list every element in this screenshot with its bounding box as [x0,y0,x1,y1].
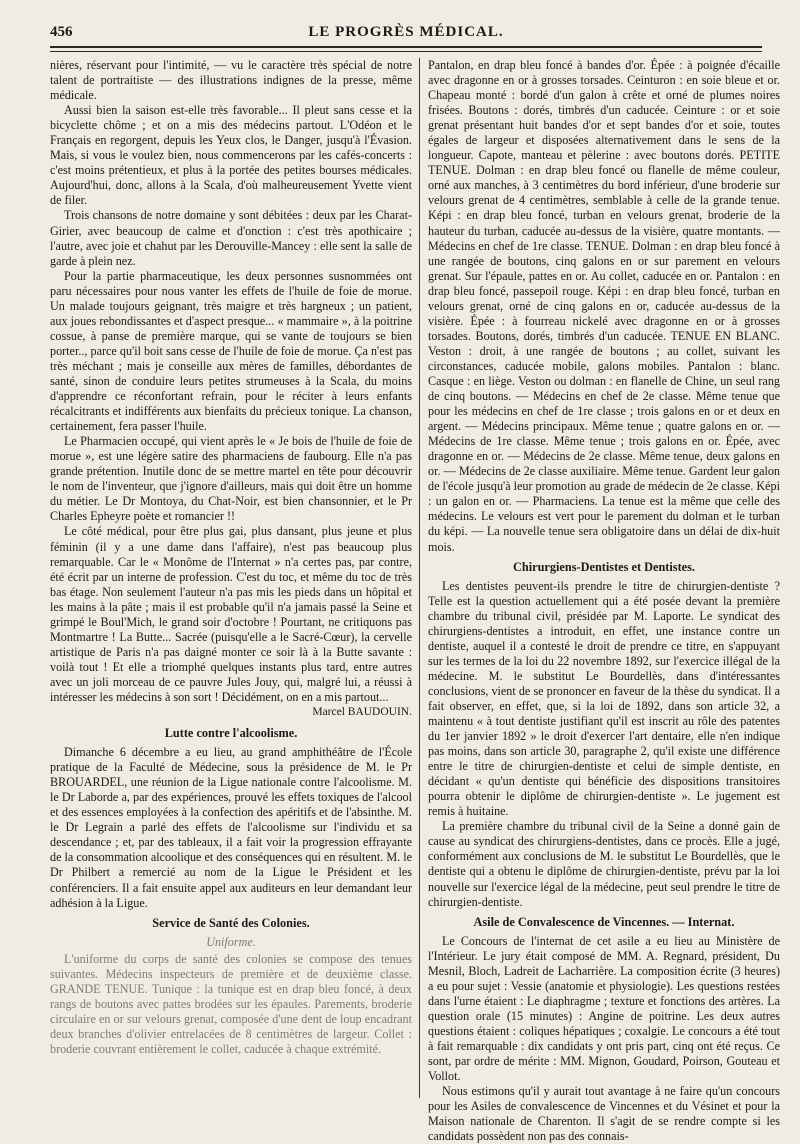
paragraph: Dimanche 6 décembre a eu lieu, au grand amphithéâtre de l'École pratique de la Faculté de Médecine, sous la présidence de M. le Pr BROUARDEL, une réunion de la Ligue nationale contre l'alcoolisme. M. le Dr Laborde a, par des expériences, prouvé les effets toxiques de l'alcool et des essences employées à la confection des apéritifs et de l'absinthe. M. le Dr Legrain a parlé des effets de l'alcoolisme sur l'individu et sa descendance ; et, par des tableaux, il a fait voir la progression effrayante de la consommation alcoolique et des conséquences qui en résultent. M. le Dr Philbert a remercié au nom de la Ligue le Président et les conférenciers. Il a fait ensuite appel aux auditeurs en leur demandant leur adhésion à la Ligue. [50,745,412,910]
section-heading-vincennes: Asile de Convalescence de Vincennes. — Internat. [473,914,735,929]
section-heading-dentistes: Chirurgiens-Dentistes et Dentistes. [512,559,696,574]
author-signature: Marcel BAUDOUIN. [312,706,412,719]
paragraph: Pour la partie pharmaceutique, les deux personnes susnommées ont paru nécessaires pour nous vanter les effets de l'huile de foie de morue. Un malade toujours geignant, très maigre et très hargneux ; un patient, aux joues rebondissantes et d'aspect presque... « mammaire », à la poitrine cossue, à panse de première marque, qui se vante de toujours se bien porter.., parce qu'il boit sans cesse de l'huile de foie de morue. Ça n'est pas très méchant ; mais je conseille aux mères de familles, débordantes de santé, sinon de conduire leurs petites strumeuses à la Scala, du moins d'apprendre ce réconfortant refrain, pour le réciter à leurs enfants récalcitrants et indifférents aux bienfaits du précieux tonique. La chanson, certainement, fera passer l'huile. [50,268,412,434]
paragraph: Pantalon, en drap bleu foncé à bandes d'or. Épée : à poignée d'écaille avec dragonne en or à grosses torsades. Ceinturon : en soie bleue et or. Chapeau monté : bordé d'un galon à crête et orné de plumes noires frisées. Boutons : dorés, timbrés d'un caducée. Ceinture : or et soie grenat présentant huit bandes d'or et sept bandes d'or et soie, toutes égales de largeur et disposées alternativement dans le sens de la longueur. Capote, manteau et pèlerine : avec boutons dorés. PETITE TENUE. Dolman : en drap bleu foncé ou flanelle de même couleur, orné aux manches, à 3 centimètres du bord inférieur, d'une broderie sur velours grenat de 4 centimètres, semblable à celle de la grande tenue. Képi : en drap bleu foncé, turban en velours grenat, broderie de la hauteur du turban, caducée au-dessus de la visière, quatre montants. — Médecins en chef de 1re classe. TENUE. Dolman : en drap bleu foncé à une rangée de boutons, cinq galons en or sur parement en velours grenat. Sur l'épaule, pattes en or. Au collet, caducée en or. Pantalon : en drap bleu foncé, passepoil rouge. Képi : en drap bleu foncé, turban en velours grenat, orné de cinq galons en or, caducée au-dessus de la visière. Épée : à fourreau nickelé avec dragonne en or à grosses torsades. Boutons, dorés, timbrés d'un caducée. TENUE EN BLANC. Veston : droit, à une rangée de boutons ; au collet, suivant les circonstances, caducée mobile, galons mobiles. Pantalon : blanc. Casque : en liège. Veston ou dolman : en flanelle de Chine, un seul rang de cinq boutons. — Médecins en chef de 2e classe. Même tenue que pour les médecins en chef de 1re classe ; trois galons en or et deux en argent. — Médecins principaux. Même tenue ; quatre galons en or. — Médecins de 1re classe. Même tenue ; trois galons en or. Épée, avec dragonne en or. — Médecins de 2e classe. Même tenue, deux galons en or. — Médecins de 2e classe auxiliaire. Même tenue. Gardent leur galon de l'école jusqu'à leur promotion au grade de médecin de 2e classe. Képi : un galon en or. — Pharmaciens. La tenue est la même que celle des médecins. Le velours est vert pour le parement du dolman et le turban du képi. — La nouvelle tenue sera obligatoire dans un délai de dix-huit mois. [428,58,780,554]
column-divider [419,58,420,1098]
section-heading-alcoolisme: Lutte contre l'alcoolisme. [164,726,298,741]
right-column [428,58,780,1144]
paragraph: Aussi bien la saison est-elle très favorable... Il pleut sans cesse et la bicyclette chôme ; et on a mis des médecins partout. L'Odéon et le Français en regorgent, depuis les Yeux clos, le Danger, jusqu'à l'Évasion. Mais, si vous le voulez bien, nous commencerons par les cafés-concerts : c'est moins prétentieux, et plus à la portée des petites bourses médicales. Aujourd'hui, donc, allons à la Scala, d'où malheureusement Yvette vient de filer. [50,103,412,208]
section-heading-colonies: Service de Santé des Colonies. [152,915,310,930]
header-rule [50,51,762,52]
page-header [50,22,762,48]
left-column [50,58,412,1098]
paragraph: L'uniforme du corps de santé des colonies se compose des tenues suivantes. Médecins inspecteurs de première et de deuxième classe. GRANDE TENUE. Tunique : la tunique est en drap bleu foncé, à deux rangs de boutons avec pattes brodées sur les épaules. Parements, broderie circulaire en or sur velours grenat, composée d'une dent de loup encadrant deux branches d'olivier entrelacées de 8 centimètres de largeur. Collet : broderie couvrant entièrement le collet, caducée à chaque extrémité. [50,951,412,1056]
section-subheading: Uniforme. [206,934,256,949]
paragraph: La première chambre du tribunal civil de la Seine a donné gain de cause au syndicat des chirurgiens-dentistes, dans ce procès. Elle a jugé, conformément aux conclusions de M. le substitut Le Bourdellès, que le dentiste qui a obtenu le diplôme de chirurgien-dentiste, prévu par la loi nouvelle sur l'exercice légal de la médecine, peut seul prendre le titre de chirurgien-dentiste. [428,819,780,909]
paragraph: Le côté médical, pour être plus gai, plus dansant, plus jeune et plus féminin (il y a une dame dans l'affaire), n'est pas beaucoup plus remarquable. Car le « Monôme de l'Internat » n'a certes pas, par contre, été écrit par un interne de profession. C'est du toc, et même du toc de très bas étage. Non seulement l'auteur n'a pas mis les pieds dans un hôpital et les mains à la pâte ; mais il est probable qu'il n'a jamais passé la Seine et grimpé le Boul'Mich, le grand soir d'octobre ! Pourtant, ne critiquons pas Montmartre ! La Butte... Sacrée (puisqu'elle a le Sacré-Cœur), la cervelle artistique de Paris n'a pas daigné monter ce soir là à la Butte savante : voilà tout ! Et elle a triomphé quelques instants plus tard, entre autres avec un joli morceau de ce pauvre Jules Jouy, qui, malgré lui, a réussi à intéresser les médecins à son sort ! Décidément, on en a mis partout... [50,524,412,704]
paragraph: Trois chansons de notre domaine y sont débitées : deux par les Charat-Girier, avec beaucoup de calme et d'onction : c'est très apothicaire ; l'autre, avec joie et chahut par les Derouville-Mancey : elle sent la salle de garde à plein nez. [50,208,412,268]
journal-title: LE PROGRÈS MÉDICAL. [308,24,504,40]
paragraph: Nous estimons qu'il y aurait tout avantage à ne faire qu'un concours pour les Asiles de convalescence de Vincennes et du Vésinet et pour la Maison nationale de Charenton. Il s'agit de se rendre compte si les candidats possèdent non pas des connais- [428,1084,780,1144]
paragraph: nières, réservant pour l'intimité, — vu le caractère très spécial de notre talent de portraitiste — des illustrations indignes de la presse, même médicale. [50,58,412,103]
paragraph: Les dentistes peuvent-ils prendre le titre de chirurgien-dentiste ? Telle est la question actuellement qui a été posée devant la première chambre du tribunal civil, présidée par M. Laporte. Le syndicat des chirurgiens-dentistes a introduit, en effet, une instance contre un dentiste, auquel il a contesté le droit de prendre ce titre, en s'appuyant sur les termes de la loi du 22 novembre 1892, sur l'exercice illégal de la médecine. M. le substitut Le Bourdellès, dans d'intéressantes conclusions, vient de se prononcer en faveur de la thèse du syndicat. Il a fait observer, en effet, que, si la loi de 1892, dans son article 32, a maintenu « à tout dentiste justifiant qu'il est inscrit au rôle des patentes du 1er janvier 1892 » le droit d'exercer l'art dentaire, elle n'en indique pas moins, dans son article 30, paragraphe 2, qu'il existe une différence entre le titre de chirurgien-dentiste et celui de simple dentiste, en décidant « qu'un dentiste qui bénéficie des dispositions transitoires pourra obtenir le diplôme de chirurgien-dentiste ». Le jugement est remis à huitaine. [428,578,780,819]
paragraph: Le Pharmacien occupé, qui vient après le « Je bois de l'huile de foie de morue », est une légère satire des pharmaciens de faubourg. Elle n'a pas grande prétention. Inutile donc de se mettre martel en tête pour découvrir le nom de l'inventeur, que j'ignore d'ailleurs, mais qui doit être un homme du métier. Le Dr Montoya, du Chat-Noir, est bien chansonnier, et le Pr Charles Epheyre poète et romancier !! [50,434,412,524]
page-number: 456 [50,24,73,40]
paragraph: Le Concours de l'internat de cet asile a eu lieu au Ministère de l'Intérieur. Le jury était composé de MM. A. Regnard, président, Du Mesnil, Bloch, Ladreit de Lacharrière. La composition écrite (3 heures) a eu pour sujet : Vessie (anatomie et physiologie). Les questions restées dans l'urne étaient : Le diaphragme ; texture et fonctions des artères. La question orale (15 minutes) : Angine de poitrine. Les deux autres questions étaient : coliques hépatiques ; coxalgie. Le concours a été tout à fait remarquable : dix candidats y ont pris part, cinq ont été reçus. Ce sont, par ordre de mérite : MM. Mignon, Goudard, Poirson, Gouteau et Vollot. [428,933,780,1084]
